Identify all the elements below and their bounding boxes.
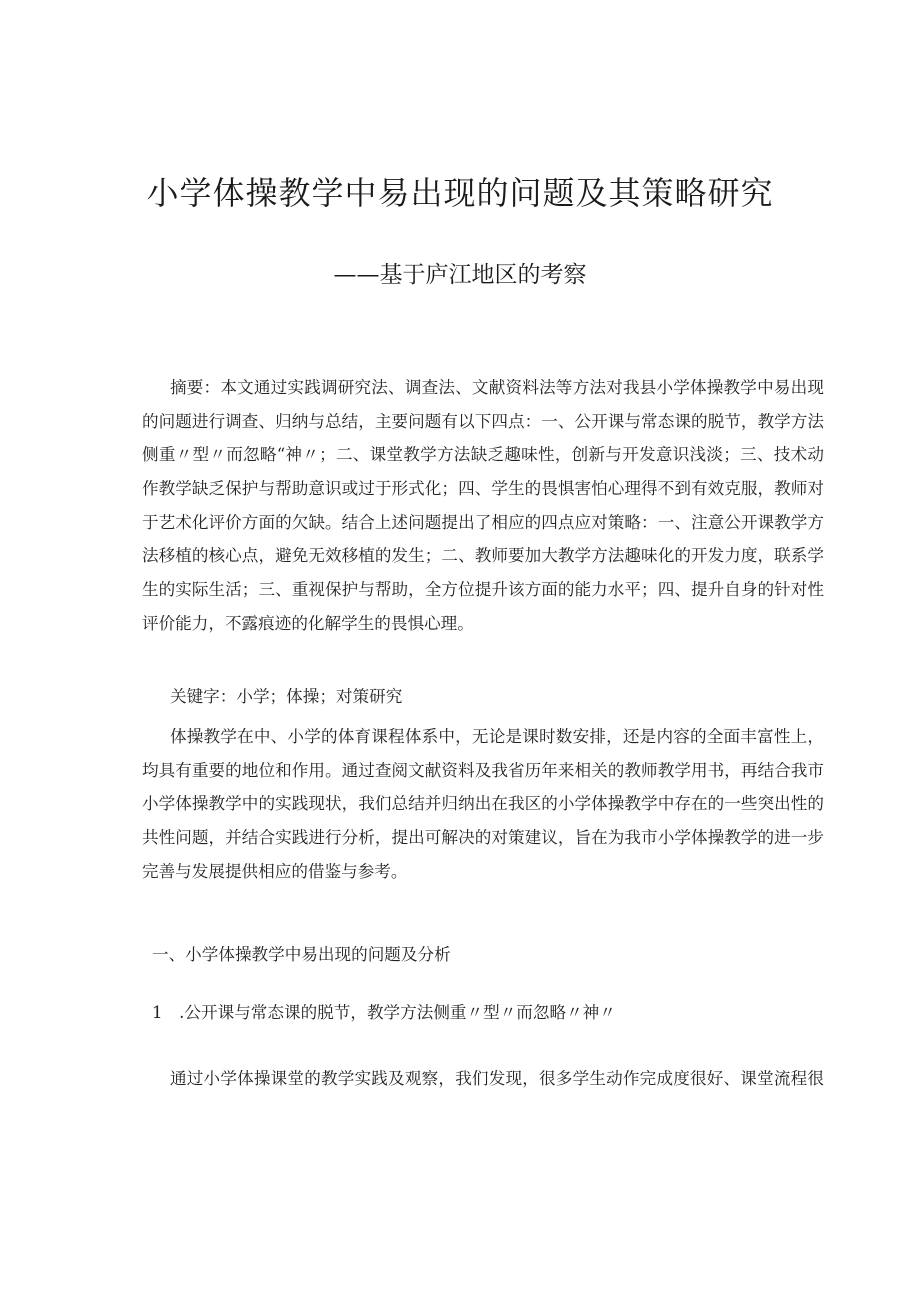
abstract-paragraph [142, 371, 824, 641]
text-line: 体操教学在中、小学的体育课程体系中，无论是课时数安排，还是内容的全面丰富性上， [170, 727, 824, 746]
section-heading: 一、小学体操教学中易出现的问题及分析 [152, 945, 451, 964]
text-line: 作教学缺乏保护与帮助意识或过于形式化；四、学生的畏惧害怕心理得不到有效克服，教师对 [142, 479, 824, 499]
text-line: 侧重〃型〃而忽略“神〃；二、课堂教学方法缺乏趣味性，创新与开发意识浅淡；三、技术动 [142, 445, 824, 465]
text-line: 的问题进行调查、归纳与总结，主要问题有以下四点：一、公开课与常态课的脱节，教学方法 [142, 411, 824, 431]
subsection-heading: 1 .公开课与常态课的脱节，教学方法侧重〃型〃而忽略〃神〃 [152, 1003, 616, 1022]
text-line: 法移植的核心点，避免无效移植的发生；二、教师要加大教学方法趣味化的开发力度，联系学 [142, 546, 824, 566]
text-line: 通过小学体操课堂的教学实践及观察，我们发现，很多学生动作完成度很好、课堂流程很 [170, 1069, 824, 1088]
text-line: 评价能力，不露痕迹的化解学生的畏惧心理。 [142, 613, 474, 633]
keywords: 关键字：小学；体操；对策研究 [170, 687, 403, 706]
text-line: 摘要：本文通过实践调研究法、调查法、文献资料法等方法对我县小学体操教学中易出现 [170, 378, 824, 397]
body-paragraph [142, 1062, 824, 1096]
text-line: 生的实际生活；三、重视保护与帮助，全方位提升该方面的能力水平；四、提升自身的针对性 [142, 580, 824, 600]
text-line: 于艺术化评价方面的欠缺。结合上述问题提出了相应的四点应对策略：一、注意公开课教学方 [142, 512, 824, 532]
intro-paragraph [142, 720, 824, 888]
document-title: 小学体操教学中易出现的问题及其策略研究 [146, 174, 774, 212]
text-line: 均具有重要的地位和作用。通过查阅文献资料及我省历年来相关的教师教学用书，再结合我市 [142, 760, 824, 780]
text-line: 完善与发展提供相应的借鉴与参考。 [142, 861, 408, 881]
text-line: 共性问题，并结合实践进行分析，提出可解决的对策建议，旨在为我市小学体操教学的进一步 [142, 828, 824, 848]
document-subtitle: ——基于庐江地区的考察 [333, 262, 587, 288]
text-line: 小学体操教学中的实践现状，我们总结并归纳出在我区的小学体操教学中存在的一些突出性的 [142, 794, 824, 814]
